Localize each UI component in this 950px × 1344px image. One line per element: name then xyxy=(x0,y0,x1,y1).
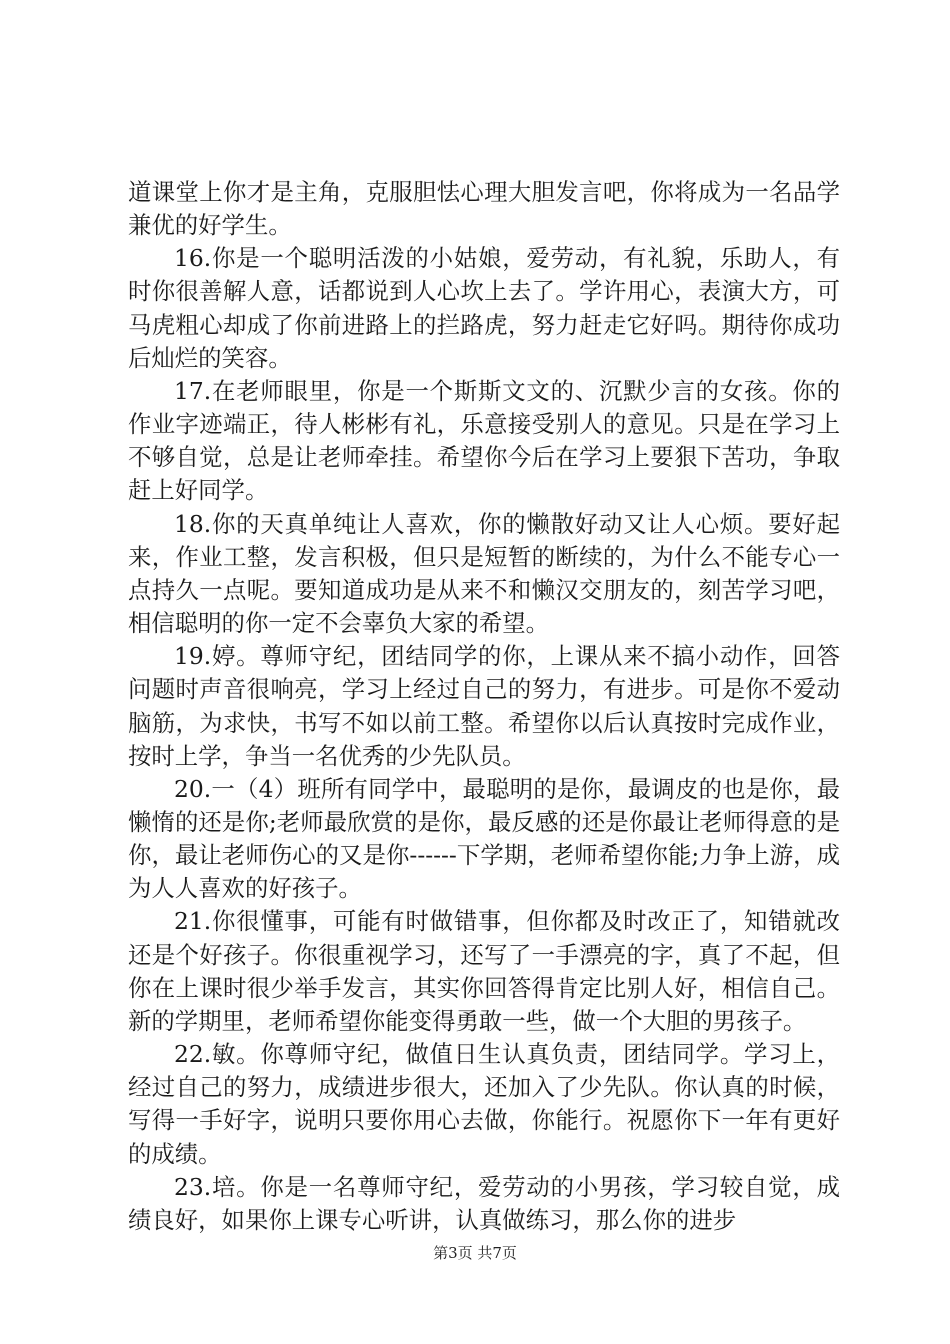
page-footer: 第3页 共7页 xyxy=(433,1244,517,1262)
paragraph-20: 20.一（4）班所有同学中，最聪明的是你，最调皮的也是你，最懒惰的还是你;老师最欣赏的是你，最反感的还是你最让老师得意的是你，最让老师伤心的又是你------下学期，老师希望你能;力争上游，成为人人喜欢的好孩子。 xyxy=(128,774,840,903)
paragraph-17: 17.在老师眼里，你是一个斯斯文文的、沉默少言的女孩。你的作业字迹端正，待人彬彬有礼，乐意接受别人的意见。只是在学习上不够自觉，总是让老师牵挂。希望你今后在学习上要狠下苦功，争取赶上好同学。 xyxy=(128,376,840,505)
paragraph-21: 21.你很懂事，可能有时做错事，但你都及时改正了，知错就改还是个好孩子。你很重视学习，还写了一手漂亮的字，真了不起，但你在上课时很少举手发言，其实你回答得肯定比别人好，相信自己。新的学期里，老师希望你能变得勇敢一些，做一个大胆的男孩子。 xyxy=(128,907,840,1035)
paragraph-18: 18.你的天真单纯让人喜欢，你的懒散好动又让人心烦。要好起来，作业工整，发言积极，但只是短暂的断续的，为什么不能专心一点持久一点呢。要知道成功是从来不和懒汉交朋友的，刻苦学习吧，相信聪明的你一定不会辜负大家的希望。 xyxy=(128,509,840,638)
paragraph-22: 22.敏。你尊师守纪，做值日生认真负责，团结同学。学习上，经过自己的努力，成绩进步很大，还加入了少先队。你认真的时候，写得一手好字，说明只要你用心去做，你能行。祝愿你下一年有更好的成绩。 xyxy=(128,1040,840,1168)
paragraph-23: 23.培。你是一名尊师守纪，爱劳动的小男孩，学习较自觉，成绩良好，如果你上课专心听讲，认真做练习，那么你的进步 xyxy=(128,1172,840,1234)
paragraph-19: 19.婷。尊师守纪，团结同学的你，上课从来不搞小动作，回答问题时声音很响亮，学习上经过自己的努力，有进步。可是你不爱动脑筋，为求快，书写不如以前工整。希望你以后认真按时完成作业，按时上学，争当一名优秀的少先队员。 xyxy=(128,642,840,770)
paragraph-continuation: 道课堂上你才是主角，克服胆怯心理大胆发言吧，你将成为一名品学兼优的好学生。 xyxy=(128,178,840,240)
paragraph-16: 16.你是一个聪明活泼的小姑娘，爱劳动，有礼貌，乐助人，有时你很善解人意，话都说到人心坎上去了。学许用心，表演大方，可马虎粗心却成了你前进路上的拦路虎，努力赶走它好吗。期待你成功后灿烂的笑容。 xyxy=(128,244,840,372)
document-body xyxy=(128,176,840,1237)
